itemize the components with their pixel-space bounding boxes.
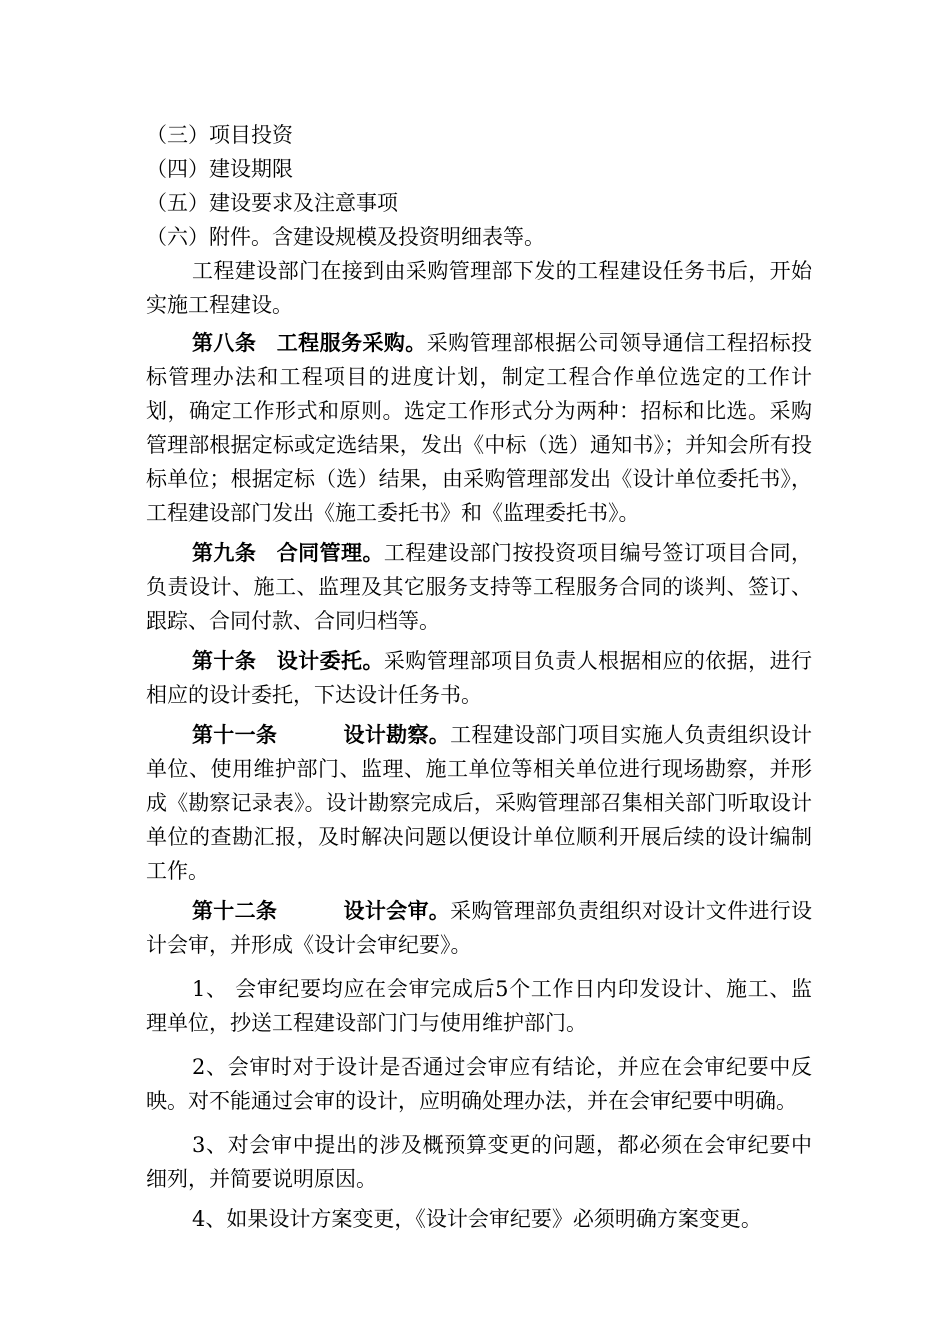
article-11-body: 工程建设部门项目实施人负责组织设计单位、使用维护部门、监理、施工单位等相关单位进行现场勘察，并形成《勘察记录表》。设计勘察完成后，采购管理部召集相关部门听取设计单位的查勘汇报，及时解决问题以便设计单位顺利开展后续的设计编制工作。	[146, 723, 813, 883]
article-9-number: 第九条	[192, 540, 257, 565]
article-12	[146, 894, 812, 962]
numbered-item-3: 3、对会审中提出的涉及概预算变更的问题，都必须在会审纪要中细列，并简要说明原因。	[146, 1133, 812, 1191]
article-10-title: 设计委托。	[276, 648, 384, 673]
article-9-title: 合同管理。	[276, 540, 384, 565]
article-11-title: 设计勘察。	[343, 722, 451, 747]
intro-paragraph: 工程建设部门在接到由采购管理部下发的工程建设任务书后，开始实施工程建设。	[146, 259, 812, 317]
document-body	[146, 118, 812, 1236]
article-9	[146, 536, 812, 638]
article-8-body: 采购管理部根据公司领导通信工程招标投标管理办法和工程项目的进度计划，制定工程合作单位选定的工作计划，确定工作形式和原则。选定工作形式分为两种：招标和比选。采购管理部根据定标或定选结果，发出《中标（选）通知书》；并知会所有投标单位；根据定标（选）结果，由采购管理部发出《设计单位委托书》，工程建设部门发出《施工委托书》和《监理委托书》。	[146, 331, 813, 525]
article-12-body: 采购管理部负责组织对设计文件进行设计会审，并形成《设计会审纪要》。	[146, 899, 813, 957]
article-8-title: 工程服务采购。	[276, 330, 427, 355]
article-8-number: 第八条	[192, 330, 257, 355]
list-item-project-investment: （三）项目投资	[146, 123, 293, 147]
article-12-title: 设计会审。	[343, 898, 451, 923]
article-12-number: 第十二条	[192, 898, 278, 923]
article-10-body: 采购管理部项目负责人根据相应的依据，进行相应的设计委托，下达设计任务书。	[146, 649, 813, 707]
numbered-item-4: 4、如果设计方案变更，《设计会审纪要》必须明确方案变更。	[192, 1207, 762, 1231]
article-9-body: 工程建设部门按投资项目编号签订项目合同，负责设计、施工、监理及其它服务支持等工程服务合同的谈判、签订、跟踪、合同付款、合同归档等。	[146, 541, 813, 633]
list-item-construction-requirements: （五）建设要求及注意事项	[146, 191, 398, 215]
list-item-construction-period: （四）建设期限	[146, 157, 293, 181]
list-item-attachments: （六）附件。含建设规模及投资明细表等。	[146, 225, 545, 249]
numbered-item-2: 2、会审时对于设计是否通过会审应有结论，并应在会审纪要中反映。对不能通过会审的设计，应明确处理办法，并在会审纪要中明确。	[146, 1055, 812, 1113]
numbered-item-1: 1、 会审纪要均应在会审完成后5个工作日内印发设计、施工、监理单位，抄送工程建设部门门与使用维护部门。	[146, 977, 812, 1035]
article-8	[146, 326, 812, 530]
article-10	[146, 644, 812, 712]
article-10-number: 第十条	[192, 648, 257, 673]
article-11-number: 第十一条	[192, 722, 278, 747]
article-11	[146, 718, 812, 888]
